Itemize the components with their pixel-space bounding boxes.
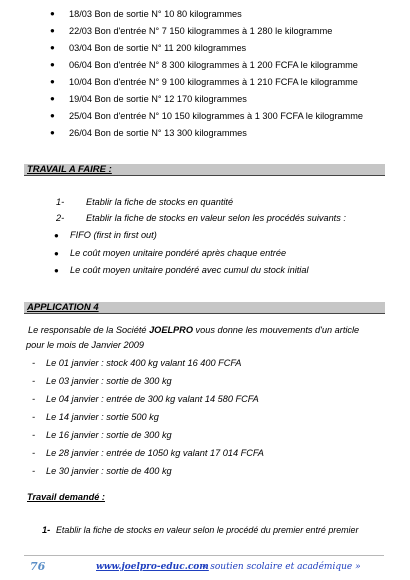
method-cmup-entry: Le coût moyen unitaire pondéré après chaque entrée [70,248,287,258]
page-number: 76 [30,560,46,573]
footer-divider [24,555,384,556]
method-cmup-cumul: Le coût moyen unitaire pondéré avec cumul du stock initial [70,265,309,275]
bullet-icon: ● [50,26,55,35]
demand-1-number: 1- [42,525,51,535]
bullet-icon: ● [50,128,55,137]
task-2-text: Etablir la fiche de stocks en valeur selon les procédés suivants : [86,213,346,223]
bullet-icon: ● [50,94,55,103]
application-heading: APPLICATION 4 [27,302,99,313]
intro-text-start: Le responsable de la Société [28,325,150,335]
travail-heading: TRAVAIL A FAIRE : [27,164,112,175]
company-name: JOELPRO [149,325,193,335]
task-1-text: Etablir la fiche de stocks en quantité [86,197,234,207]
bullet-icon: ● [54,249,59,258]
bullet-icon: ● [54,266,59,275]
bullet-icon: ● [50,111,55,120]
website-link[interactable]: www.joelpro-educ.com [96,562,209,572]
demand-1-text: Etablir la fiche de stocks en valeur selon le procédé du premier entré premier [56,525,359,535]
intro-line-2: pour le mois de Janvier 2009 [26,340,144,350]
document-page: ● 18/03 Bon de sortie N° 10 80 kilogrammes ● 22/03 Bon d'entrée N° 7 150 kilogrammes à 1 280 le kilogramme ● 03/04 Bon de sortie N° 11 200 kilogrammes ● 06/04 Bon d'entrée N° 8 300 kilogrammes à 1 200 FCFA le kilogramme ● 10/04 Bon d'entrée N° 9 100 kilogrammes à 1 210 FCFA le kilogramme ● 19/04 Bon de sortie N° 12 170 kilogrammes ● 25/04 Bon d'entrée N° 10 150 kilogrammes à 1 300 FCFA le kilogramme ● 26/04 Bon de sortie N° 13 300 kilogrammes TRAVAIL A FAIRE : 1- Etablir la fiche de stocks en quantité 2- Etablir la fiche de stocks en valeur selon les procédés suivants : ● FIFO (first in first out) ● Le coût moyen unitaire pondéré après chaque entrée ● Le coût moyen unitaire pondéré avec cumul du stock initial APPLICATION 4 Le responsable de la Société JOELPRO vous donne les mouvements d'un article pour le mois de Janvier 2009 - Le 01 janvier : stock 400 kg valant 16 400 FCFA - Le 03 janvier : sortie de 300 kg - Le 04 janvier : entrée de 300 kg valant 14 580 FCFA - Le 14 janvier : sortie 500 kg - Le 16 janvier : sortie de 300 kg - Le 28 janvier : entrée de 1050 kg valant 17 014 FCFA - Le 30 janvier : sortie de 400 kg Travail demandé : 1- Etablir la fiche de stocks en valeur selon le procédé du premier entré premier 76 www.joelpro-educ.com : « soutien scolaire et académique » [0,0,410,580]
intro-text-end: vous donne les mouvements d'un article [192,325,360,335]
intro-line-1 [28,325,359,335]
bullet-icon: ● [50,9,55,18]
task-1-number: 1- [56,197,65,207]
bullet-icon: ● [50,60,55,69]
bullet-icon: ● [54,231,59,240]
bullet-icon: ● [50,77,55,86]
bullet-icon: ● [50,43,55,52]
travail-demande-heading: Travail demandé : [27,492,105,502]
task-2-number: 2- [56,213,65,223]
footer-tagline: : « soutien scolaire et académique » [196,562,361,572]
method-fifo: FIFO (first in first out) [70,230,157,240]
